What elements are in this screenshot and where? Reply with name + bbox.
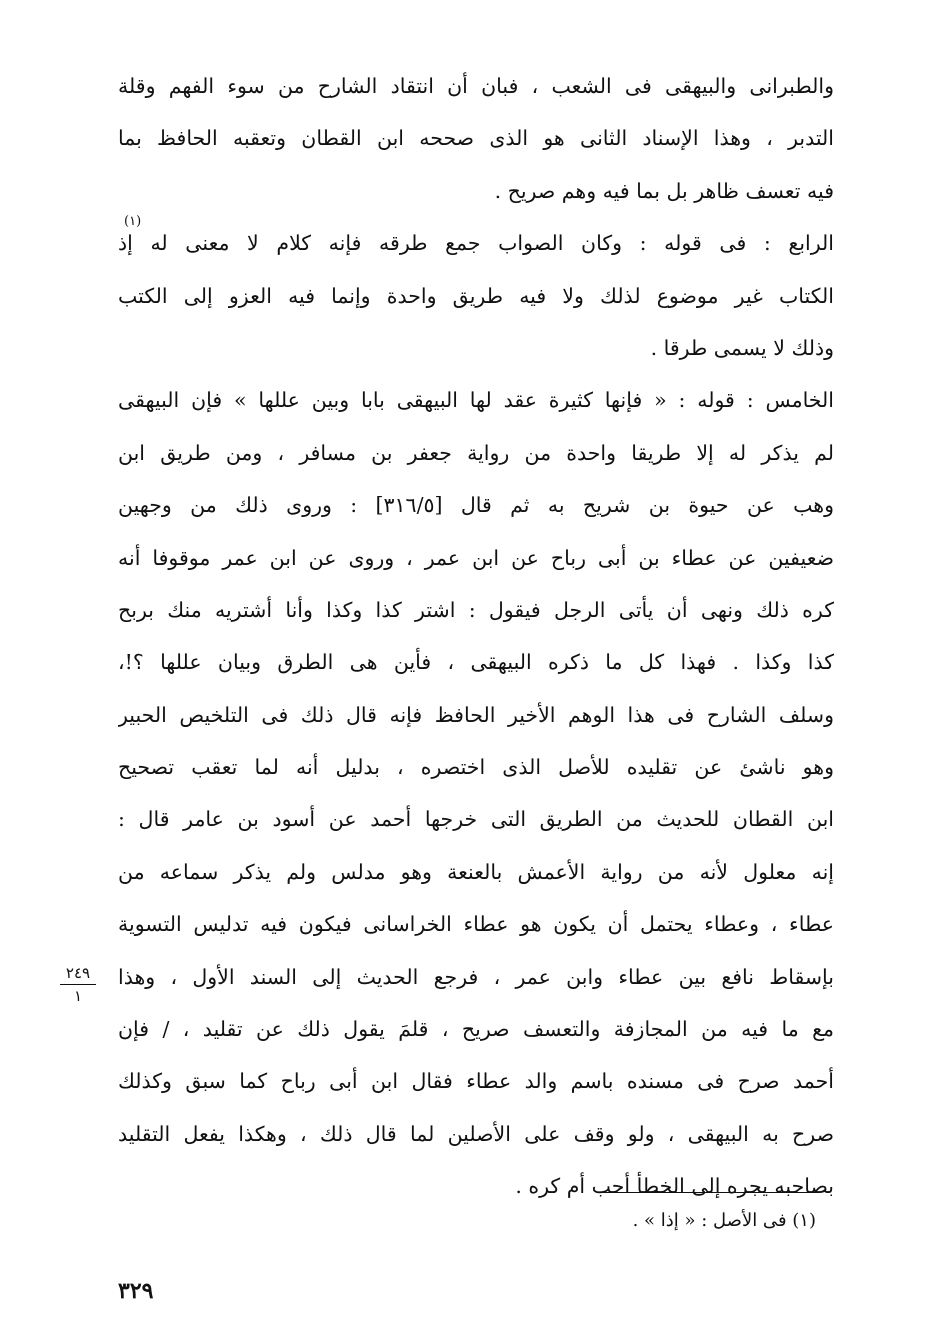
- margin-page-reference: [60, 964, 96, 1005]
- text-line: عطاء ، وعطاء يحتمل أن يكون هو عطاء الخراسانى فيكون فيه تدليس التسوية: [118, 912, 834, 937]
- text-line: وسلف الشارح فى هذا الوهم الأخير الحافظ فإنه قال ذلك فى التلخيص الحبير: [118, 702, 834, 727]
- text-line: صرح به البيهقى ، ولو وقف على الأصلين لما قال ذلك ، وهكذا يفعل التقليد: [118, 1121, 834, 1146]
- text-line: إنه معلول لأنه من رواية الأعمش بالعنعة وهو مدلس ولم يذكر سماعه من: [118, 859, 834, 884]
- margin-ref-bottom: ١: [73, 987, 83, 1005]
- text-line: بإسقاط نافع بين عطاء وابن عمر ، فرجع الحديث إلى السند الأول ، وهذا: [118, 964, 834, 989]
- margin-ref-top: ٢٤٩: [65, 964, 91, 982]
- text-line: الكتاب غير موضوع لذلك ولا فيه طريق واحدة وإنما فيه العزو إلى الكتب: [118, 283, 834, 308]
- text-line: مع ما فيه من المجازفة والتعسف صريح ، قلمَ يقول ذلك عن تقليد ، / فإن: [118, 1017, 834, 1042]
- text-line: وذلك لا يسمى طرقا .: [650, 335, 834, 360]
- text-line: الخامس : قوله : « فإنها كثيرة عقد لها البيهقى بابا وبين عللها » فإن البيهقى: [118, 388, 834, 413]
- main-text: [118, 60, 834, 1213]
- text-line: أحمد صرح فى مسنده باسم والد عطاء فقال ابن أبى رباح كما سبق وكذلك: [118, 1069, 834, 1094]
- footnote-reference: (١): [124, 214, 142, 229]
- text-line: وهو ناشئ عن تقليده للأصل الذى اختصره ، بدليل أنه لما تعقب تصحيح: [118, 755, 834, 780]
- footnote: (١) فى الأصل : « إذا » .: [632, 1210, 816, 1231]
- text-line: بصاحبه يجره إلى الخطأ أحب أم كره .: [515, 1174, 834, 1199]
- text-line: التدبر ، وهذا الإسناد الثانى هو الذى صححه ابن القطان وتعقبه الحافظ بما: [118, 126, 834, 151]
- text-line: الرابع : فى قوله : وكان الصواب جمع طرقه فإنه كلام لا معنى له إذ: [118, 231, 834, 256]
- text-line: وهب عن حيوة بن شريح به ثم قال [٣١٦/٥] : وروى ذلك من وجهين: [118, 493, 834, 518]
- text-line: لم يذكر له إلا طريقا واحدة من رواية جعفر بن مسافر ، ومن طريق ابن: [118, 440, 834, 465]
- text-line: ابن القطان للحديث من الطريق التى خرجها أحمد عن أسود بن عامر قال :: [118, 807, 834, 832]
- margin-ref-divider: [60, 984, 96, 985]
- text-line: كره ذلك ونهى أن يأتى الرجل فيقول : اشتر كذا وكذا وأنا أشتريه منك بربح: [118, 597, 834, 622]
- text-line: ضعيفين عن عطاء بن أبى رباح عن ابن عمر ، وروى عن ابن عمر موقوفا أنه: [118, 545, 834, 570]
- page-number: ٣٢٩: [118, 1278, 154, 1304]
- footnote-divider: [598, 1192, 816, 1193]
- text-line: والطبرانى والبيهقى فى الشعب ، فبان أن انتقاد الشارح من سوء الفهم وقلة: [118, 74, 834, 98]
- text-line: فيه تعسف ظاهر بل بما فيه وهم صريح .: [494, 178, 834, 203]
- text-line: كذا وكذا . فهذا كل ما ذكره البيهقى ، فأين هى الطرق وبيان عللها ؟!،: [118, 650, 834, 675]
